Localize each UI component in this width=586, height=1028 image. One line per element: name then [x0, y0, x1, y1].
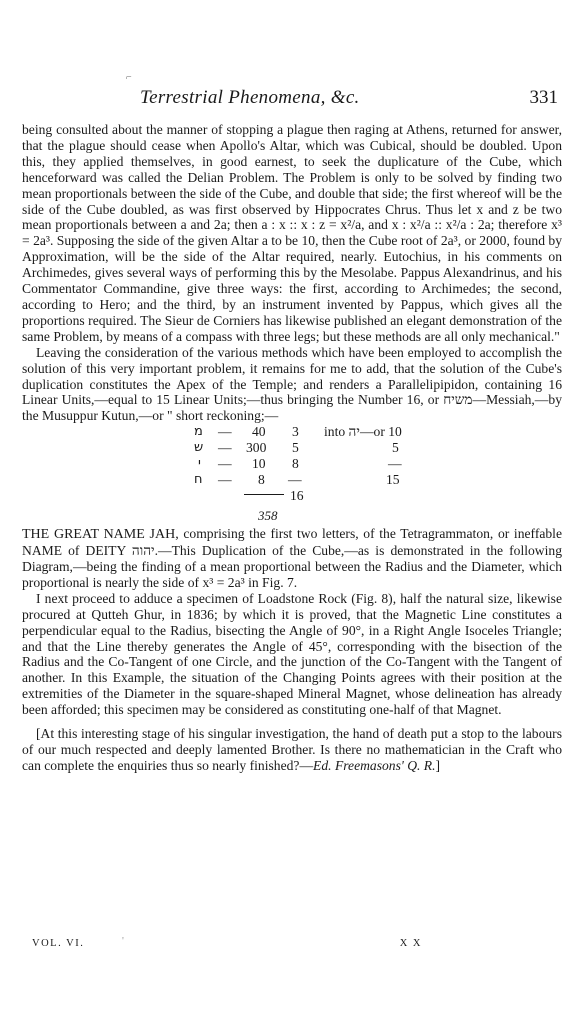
print-mark: ⌐ [126, 72, 132, 83]
reduced-value: 3 [292, 424, 299, 440]
reduced-value: 5 [292, 440, 299, 456]
hebrew-letter: ח [194, 472, 203, 488]
reckoning-note: 5 [392, 440, 399, 456]
paragraph-delian-problem: being consulted about the manner of stopping a plague then raging at Athens, returned for answer, that the plague should cease when Apollo's Altar, which was Cubical, should be doubled. Upon this, they applied themselves, in good earnest, to seek the duplicature of the Cube, which henceforward was called the Delian Problem. The Problem is only to be solved by finding two mean proportionals between the side of the Cube, and double that side; the first whereof will be the side of the Cube doubled, as was first observed by Hippocrates Chrus. Thus let x and z be two mean proportionals between a and 2a; then a : x :: x : z = x²/a, and x : x²/a :: x²/a : 2a; therefore x³ = 2a³. Supposing the side of the given Altar a to be 10, then the Cube root of 2a³, or 2000, found by Approximation, will be the side of the Altar required, nearly. Eutochius, in his comments on Archimedes, gives several ways of performing this by the Mesolabe. Pappus Alexandrinus, and his Commentator Commandine, give three ways: the first, according to Archimedes; the second, according to Hero; and the third, by an instrument invented by Pappus, which gives all the proportions required. The Sieur de Corniers has likewise published an elegant demonstration of the same Problem, by means of a compass with three legs; but these methods are all only mechanical." [22, 122, 562, 344]
reckoning-note: into יה—or 10 [324, 424, 402, 440]
page-title: Terrestrial Phenomena, &c. [140, 87, 360, 108]
reckoning-row [22, 456, 562, 472]
editor-citation: Ed. Freemasons' Q. R. [313, 757, 436, 773]
letter-value: 8 [258, 472, 265, 488]
hebrew-letter: מ [194, 424, 203, 440]
row-dash: — [218, 424, 232, 440]
great-name-text: comprising the first two letters, of the Tetragrammaton, or ineffable NAME of DEITY יהוה.—This Duplication of the Cube,—as is demonstrated in the following Diagram,—being the finding of a mean proportional between the Radius and the Diameter, which proportional is nearly the side of x³ = 2a³ in Fig. 7. [22, 526, 562, 590]
paragraph-apex-temple: Leaving the consideration of the various methods which have been employed to accomplish the solution of this very important problem, it remains for me to add, that the solution of the Cube's duplication constitutes the Apex of the Temple; and renders a Parallelipipidon, containing 16 Linear Units,—equal to 15 Linear Units;—thus bringing the Number 16, or משיח—Messiah,—by the Musuppur Kutun,—or " short reckoning;— [22, 344, 562, 424]
paragraph-great-name [22, 526, 562, 591]
letter-value: 300 [246, 440, 267, 456]
blank-dash: — [388, 456, 402, 472]
page-number: 331 [529, 87, 558, 108]
reckoning-row [22, 440, 562, 456]
running-head [22, 87, 570, 111]
reduced-value: — [288, 472, 302, 488]
hebrew-letter: ש [194, 440, 204, 456]
paragraph-editor-note [22, 726, 562, 774]
reckoning-table [22, 424, 562, 524]
editor-note-text: [At this interesting stage of his singular investigation, the hand of death put a stop to the labours of our much respected and deeply lamented Brother. Is there no mathematician in the Craft who can complete the enquiries thus so nearly finished?— [22, 726, 562, 773]
letter-value: 40 [252, 424, 266, 440]
paragraph-gap [22, 718, 562, 726]
row-dash: — [218, 440, 232, 456]
letter-value: 10 [252, 456, 266, 472]
reckoning-row [22, 424, 562, 440]
reckoning-row [22, 488, 562, 504]
sheet-signature: X X [399, 938, 422, 949]
footer-dot: ' [122, 936, 126, 947]
reduced-value: 8 [292, 456, 299, 472]
body-text [22, 122, 562, 774]
reckoning-row [22, 472, 562, 488]
great-name-caps: THE GREAT NAME JAH, [22, 527, 179, 543]
row-dash: — [218, 456, 232, 472]
row-dash: — [218, 472, 232, 488]
hebrew-letter: י [198, 456, 201, 472]
page-footer [22, 938, 570, 952]
volume-signature: VOL. VI. [32, 938, 85, 949]
reduced-value: 16 [290, 488, 304, 504]
paragraph-loadstone: I next proceed to adduce a specimen of Loadstone Rock (Fig. 8), half the natural size, likewise procured at Qutteh Ghur, in 1836; by which it is proved, that the Magnetic Line constitutes a perpendicular equal to the Radius, bisecting the Angle of 90°, in a Right Angle Isoceles Triangle; and that the Line thereby generates the Angle of 45°, corresponding with the bisection of the Radius and the Co-Tangent of one Circle, and the junction of the Co-Tangent with the Tangent of another. In this Example, the situation of the Changing Points agrees with their position at the extremities of the Diameter in the square-shaped Mineral Magnet, whose delineation has already been afforded; this specimen may be considered as constituting one-half of that Magnet. [22, 590, 562, 718]
reckoning-total: 358 [258, 508, 278, 524]
editor-note-bracket: ] [435, 757, 441, 773]
reckoning-note: 15 [386, 472, 400, 488]
